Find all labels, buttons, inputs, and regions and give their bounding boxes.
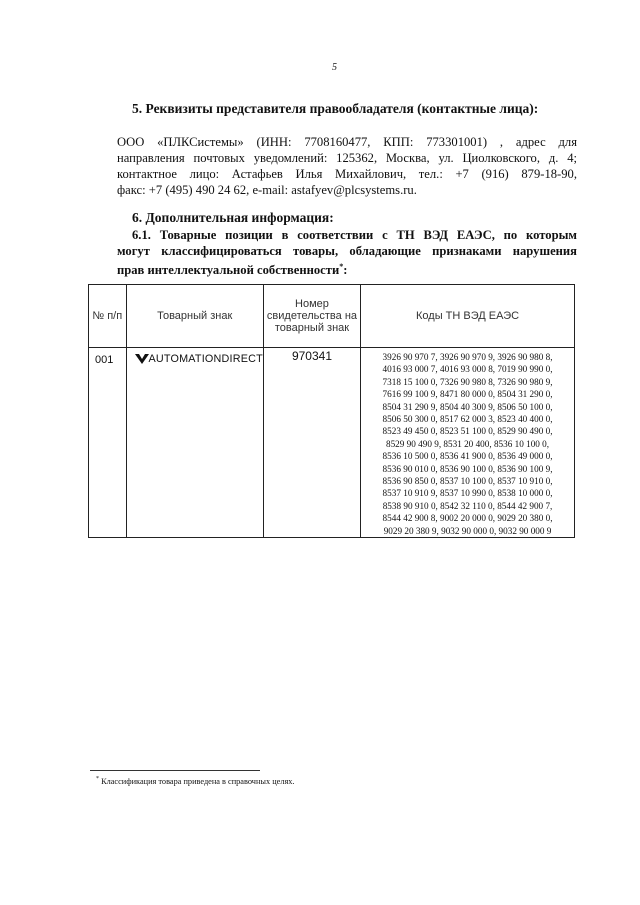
code-line: 3926 90 970 7, 3926 90 970 9, 3926 90 980 8, (382, 352, 553, 362)
code-line: 4016 93 000 7, 4016 93 000 8, 7019 90 990 0, (382, 364, 553, 375)
footnote-mark: * (96, 776, 99, 782)
code-line: 8544 42 900 8, 9002 20 000 0, 9029 20 380 0, (382, 513, 553, 524)
trademark-logo (127, 348, 263, 365)
section6-1-line-3-text: прав интеллектуальной собственности (117, 263, 340, 278)
code-line: 8506 50 300 0, 8517 62 000 3, 8523 40 400 0, (382, 414, 553, 425)
code-line: 8537 10 910 9, 8537 10 990 0, 8538 10 000 0, (382, 488, 553, 499)
logo-chevron-icon (135, 353, 149, 365)
section5-line-4: факс: +7 (495) 490 24 62, e-mail: astafyev@plcsystems.ru. (117, 183, 417, 197)
section6-1-line-2: могут классифицироваться товары, обладающие признаками нарушения (117, 244, 577, 258)
footnote-divider (90, 770, 260, 771)
section6-1-line-3 (117, 259, 577, 278)
section5-line-3: контактное лицо: Астафьев Илья Михайлович, тел.: +7 (916) 879-18-90, (117, 167, 577, 181)
section5-line-1: ООО «ПЛКСистемы» (ИНН: 7708160477, КПП: 773301001) , адрес для (117, 135, 577, 149)
classification-table (88, 284, 575, 538)
section6-heading: 6. Дополнительная информация: (132, 210, 334, 225)
code-line: 8523 49 450 0, 8523 51 100 0, 8529 90 490 0, (382, 426, 553, 437)
code-line: 8536 90 010 0, 8536 90 100 0, 8536 90 100 9, (382, 463, 553, 474)
code-line: 8504 31 290 9, 8504 40 300 9, 8506 50 100 0, (382, 401, 553, 412)
section5-body (117, 134, 577, 198)
section6-1-body (117, 227, 577, 278)
page-number: 5 (332, 62, 337, 73)
header-certificate: Номер свидетельства на товарный знак (263, 285, 360, 348)
codes-list (363, 351, 572, 537)
footnote-ref: * (339, 262, 344, 271)
code-line: 8536 10 500 0, 8536 41 900 0, 8536 49 000 0, (382, 451, 553, 462)
code-line: 7318 15 100 0, 7326 90 980 8, 7326 90 980 9, (382, 376, 553, 387)
code-line: 7616 99 100 9, 8471 80 000 0, 8504 31 290 0, (382, 389, 553, 400)
row-num: 001 (89, 348, 127, 538)
row-trademark (126, 348, 263, 538)
code-line: 8536 90 850 0, 8537 10 100 0, 8537 10 910 0, (382, 476, 553, 487)
row-codes (361, 348, 575, 538)
footnote-text: Классификация товара приведена в справочных целях. (101, 776, 295, 786)
code-line: 9029 20 380 9, 9032 90 000 0, 9032 90 000 9 (383, 525, 552, 536)
row-certificate: 970341 (263, 348, 360, 538)
section5-line-2: направления почтовых уведомлений: 125362, Москва, ул. Циолковского, д. 4; (117, 151, 577, 165)
table-header-row (89, 285, 575, 348)
code-line: 8529 90 490 9, 8531 20 400, 8536 10 100 0, (385, 438, 550, 449)
section6-1-line-1: 6.1. Товарные позиции в соответствии с ТН ВЭД ЕАЭС, по которым (132, 228, 577, 242)
header-num: № п/п (89, 285, 127, 348)
header-codes: Коды ТН ВЭД ЕАЭС (361, 285, 575, 348)
code-line: 8538 90 910 0, 8542 32 110 0, 8544 42 900 7, (382, 500, 553, 511)
section6-1-colon: : (343, 263, 348, 278)
header-trademark: Товарный знак (126, 285, 263, 348)
section5-heading: 5. Реквизиты представителя правообладателя (контактные лица): (132, 101, 539, 116)
footnote (96, 776, 295, 786)
trademark-logo-text: AUTOMATIONDIRECT (148, 353, 263, 365)
table-row (89, 348, 575, 538)
